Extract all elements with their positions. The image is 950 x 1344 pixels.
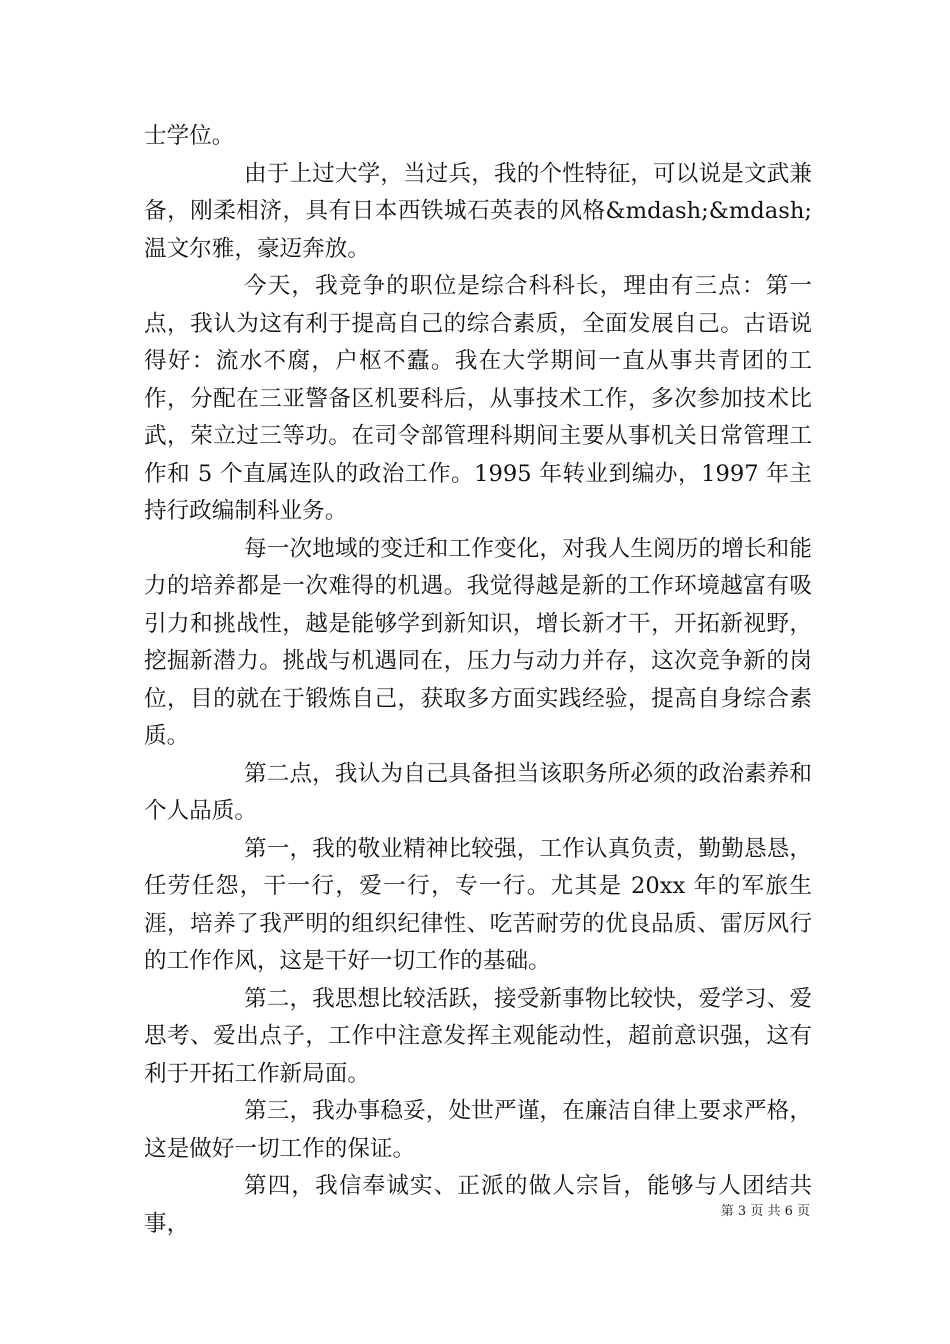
paragraph-4: 每一次地域的变迁和工作变化，对我人生阅历的增长和能力的培养都是一次难得的机遇。我觉得越是新的工作环境越富有吸引力和挑战性，越是能够学到新知识，增长新才干，开拓新视野，挖掘新潜力。挑战与机遇同在，压力与动力并存，这次竞争新的岗位，目的就在于锻炼自己，获取多方面实践经验，提高自身综合素质。 bbox=[144, 535, 812, 749]
paragraph-3: 今天，我竞争的职位是综合科科长，理由有三点：第一点，我认为这有利于提高自己的综合素质，全面发展自己。古语说得好：流水不腐，户枢不蠹。我在大学期间一直从事共青团的工作，分配在三亚警备区机要科后，从事技术工作，多次参加技术比武，荣立过三等功。在司令部管理科期间主要从事机关日常管理工作和 5 个直属连队的政治工作。1995 年转业到编办，1997 年主持行政编制科业务。 bbox=[144, 273, 812, 524]
paragraph-7: 第二，我思想比较活跃，接受新事物比较快，爱学习、爱思考、爱出点子，工作中注意发挥主观能动性，超前意识强，这有利于开拓工作新局面。 bbox=[144, 985, 812, 1087]
paragraph-6: 第一，我的敬业精神比较强，工作认真负责，勤勤恳恳，任劳任怨，干一行，爱一行，专一行。尤其是 20xx 年的军旅生涯，培养了我严明的组织纪律性、吃苦耐劳的优良品质、雷厉风行的工作作风，这是干好一切工作的基础。 bbox=[144, 835, 812, 974]
paragraph-8: 第三，我办事稳妥，处世严谨，在廉洁自律上要求严格，这是做好一切工作的保证。 bbox=[144, 1098, 812, 1162]
paragraph-5: 第二点，我认为自己具备担当该职务所必须的政治素养和个人品质。 bbox=[144, 760, 812, 824]
document-body bbox=[144, 118, 812, 1243]
paragraph-9: 第四，我信奉诚实、正派的做人宗旨，能够与人团结共事， bbox=[144, 1173, 812, 1237]
paragraph-2: 由于上过大学，当过兵，我的个性特征，可以说是文武兼备，刚柔相济，具有日本西铁城石英表的风格&mdash;&mdash;温文尔雅，豪迈奔放。 bbox=[144, 160, 812, 262]
page-number-footer: 第 3 页 共 6 页 bbox=[720, 1204, 810, 1219]
paragraph-1: 士学位。 bbox=[144, 123, 235, 149]
